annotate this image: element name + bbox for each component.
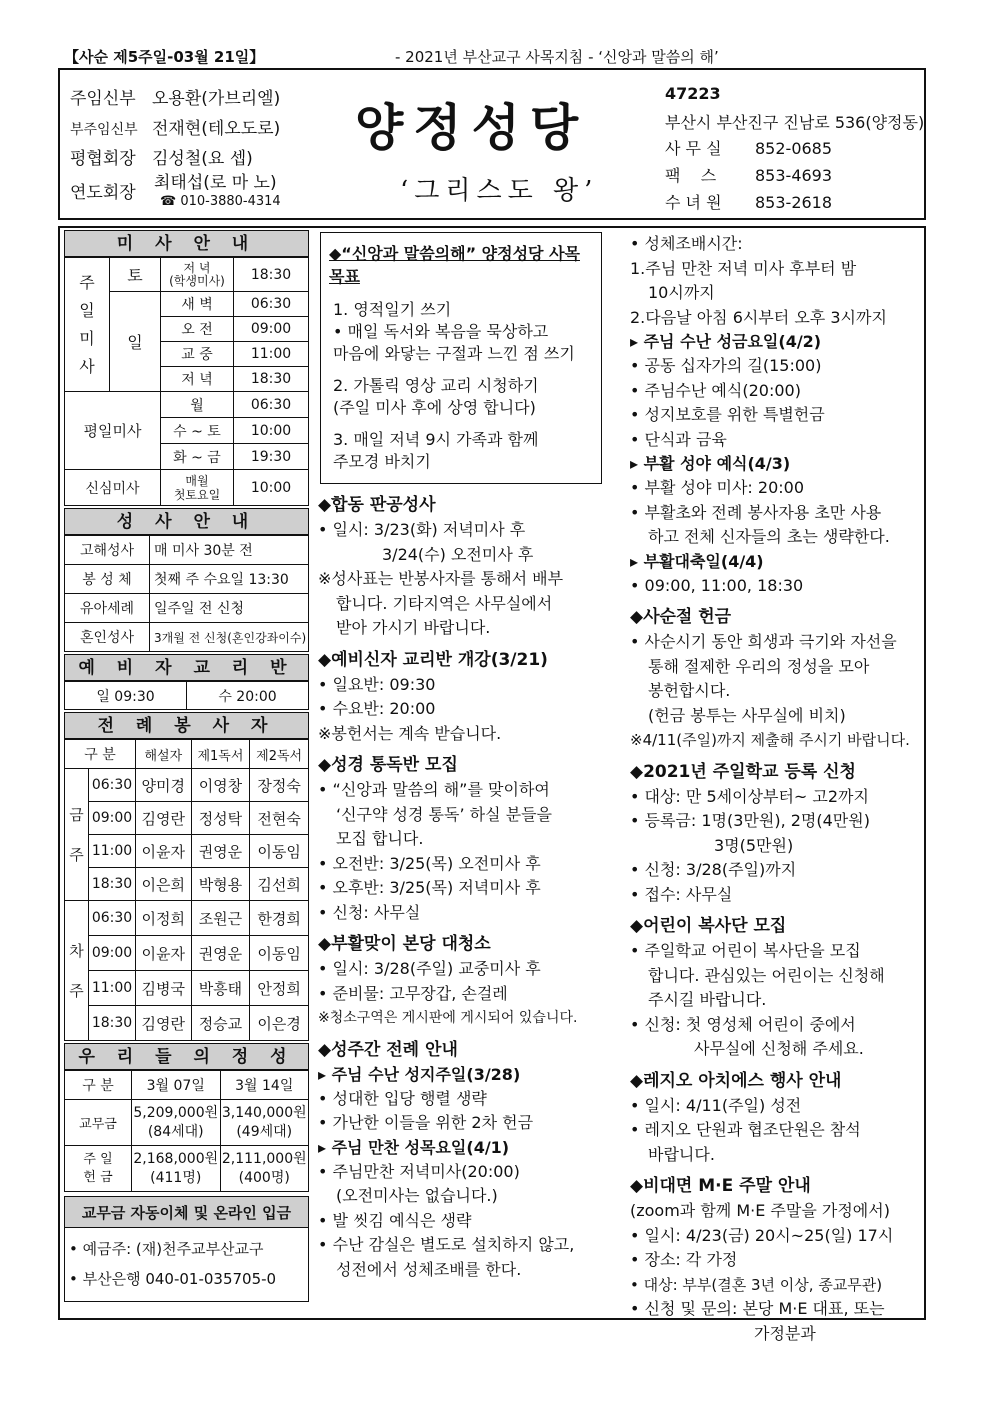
list-item: • 대상: 부부(결혼 3년 이상, 종교무관) — [630, 1275, 883, 1294]
list-item: 봉헌합시다. — [648, 681, 731, 700]
list-item: • 사순시기 동안 희생과 극기와 자선을 — [630, 632, 897, 651]
list-item: • 일요반: 09:30 — [318, 674, 436, 694]
mass-slot: 새 벽 — [161, 292, 234, 317]
staff-row: 연도회장 — [70, 183, 136, 203]
offering-heading: 우 리 들 의 정 성 — [64, 1043, 309, 1070]
parish-title: 양정성당 — [355, 98, 589, 157]
mass-time: 10:00 — [234, 418, 309, 444]
pastoral-goals-box — [320, 232, 602, 484]
mass-time: 19:30 — [234, 444, 309, 470]
list-item: ※청소구역은 게시판에 게시되어 있습니다. — [318, 1010, 578, 1026]
devotion-mass-day: 매월 첫토요일 — [161, 470, 234, 506]
table-cell: 정승교 — [191, 1006, 250, 1041]
table-cell: 06:30 — [89, 901, 136, 936]
header — [58, 68, 926, 220]
section-title: ◆부활맞이 본당 대청소 — [318, 934, 491, 954]
mass-heading: 미 사 안 내 — [64, 230, 309, 257]
issue-label: 【사순 제5주일-03월 21일】 — [64, 48, 265, 66]
list-item: ‘신구약 성경 통독’ 하실 분들을 — [336, 804, 552, 824]
list-item: 2.다음날 아침 6시부터 오후 3시까지 — [630, 307, 887, 327]
subsection-title: ▸ 주님 만찬 성목요일(4/1) — [318, 1137, 510, 1157]
catechumen-heading: 예 비 자 교 리 반 — [64, 654, 309, 681]
sacrament-label: 봉 성 체 — [65, 565, 150, 594]
list-item: • 일시: 3/28(주일) 교중미사 후 — [318, 959, 541, 978]
goal-item: 2. 가톨릭 영상 교리 시청하기 (주일 미사 후에 상영 합니다) — [333, 376, 539, 417]
table-cell: 한경희 — [250, 901, 309, 936]
table-cell: 이윤자 — [136, 936, 192, 971]
table-cell: 06:30 — [89, 769, 136, 802]
table-cell: 김영란 — [136, 802, 192, 835]
phone: ☎ 010-3880-4314 — [160, 194, 281, 209]
catechumen-wednesday: 수 20:00 — [187, 682, 309, 710]
list-item: • 신청 및 문의: 본당 M·E 대표, 또는 — [630, 1299, 885, 1318]
goal-item: 1. 영적일기 쓰기 • 매일 독서와 복음을 묵상하고 마음에 와닿는 구절과 느낀 점 쓰기 — [333, 300, 575, 363]
table-cell: 18:30 — [89, 868, 136, 901]
table-cell: 3,140,000원 (49세대) — [220, 1100, 309, 1146]
list-item: • 수요반: 20:00 — [318, 699, 436, 718]
list-item: 주시길 바랍니다. — [648, 990, 767, 1009]
sacrament-label: 유아세례 — [65, 594, 150, 623]
list-item: 모집 합니다. — [336, 829, 424, 848]
subsection-title: ▸ 부활대축일(4/4) — [630, 551, 764, 571]
contact-row: 사 무 실 852-0685 — [665, 139, 833, 158]
list-item: (zoom과 함께 M·E 주말을 가정에서) — [630, 1201, 890, 1220]
list-item: • 주일학교 어린이 복사단을 모집 — [630, 941, 861, 960]
column-header: 해설자 — [136, 740, 192, 769]
weekday: 화 ~ 금 — [161, 444, 234, 470]
table-cell: 5,209,000원 (84세대) — [132, 1100, 221, 1146]
table-cell: 조원근 — [191, 901, 250, 936]
list-item: • “신앙과 말씀의 해”를 맞이하여 — [318, 780, 550, 799]
list-item: • 오후반: 3/25(목) 저녁미사 후 — [318, 878, 541, 897]
account-holder: • 예금주: (재)천주교부산교구 — [69, 1240, 264, 1258]
list-item: ※봉헌서는 계속 받습니다. — [318, 723, 502, 743]
column-header: 구 분 — [65, 1071, 132, 1100]
table-cell: 이영창 — [191, 769, 250, 802]
weekday: 수 ~ 토 — [161, 418, 234, 444]
list-item: • 오전반: 3/25(목) 오전미사 후 — [318, 853, 541, 873]
table-cell: 18:30 — [89, 1006, 136, 1041]
column-header: 3월 14일 — [220, 1071, 309, 1100]
sacrament-value: 첫째 주 수요일 13:30 — [150, 565, 309, 594]
list-item: • 공동 십자가의 길(15:00) — [630, 356, 822, 375]
middle-column — [318, 232, 618, 1282]
table-cell: 정성탁 — [191, 802, 250, 835]
list-item: 3/24(수) 오전미사 후 — [382, 544, 534, 564]
address: 부산시 부산진구 진남로 536(양정동) — [665, 113, 925, 132]
sacrament-value: 일주일 전 신청 — [150, 594, 309, 623]
mass-time: 06:30 — [234, 392, 309, 418]
right-column — [630, 232, 922, 1346]
list-item: 1.주님 만찬 저녁 미사 후부터 밤 — [630, 258, 857, 278]
list-item: • 성대한 입당 행렬 생략 — [318, 1088, 487, 1108]
list-item: • 장소: 각 가정 — [630, 1250, 738, 1269]
list-item: • 접수: 사무실 — [630, 884, 733, 904]
list-item: • 주님수난 예식(20:00) — [630, 380, 801, 400]
mass-slot: 교 중 — [161, 342, 234, 367]
mass-time: 18:30 — [234, 367, 309, 392]
list-item: • 09:00, 11:00, 18:30 — [630, 575, 804, 595]
list-item: 가정분과 — [754, 1323, 816, 1343]
list-item: • 성체조배시간: — [630, 234, 743, 253]
list-item: • 부활초와 전례 봉사자용 초만 사용 — [630, 502, 882, 522]
list-item: • 발 씻김 예식은 생략 — [318, 1210, 472, 1230]
saturday-label: 토 — [110, 258, 161, 292]
column-header: 제2독서 — [250, 740, 309, 769]
table-cell: 권영운 — [191, 936, 250, 971]
section-title: ◆예비신자 교리반 개강(3/21) — [318, 649, 548, 670]
parish-subtitle: ‘그리스도 왕’ — [400, 176, 599, 206]
mass-time: 06:30 — [234, 292, 309, 317]
sacrament-label: 혼인성사 — [65, 623, 150, 652]
list-item: • 신청: 첫 영성체 어린이 중에서 — [630, 1014, 856, 1034]
table-cell: 2,111,000원 (400명) — [220, 1146, 309, 1192]
sat-mass-label: 저 녁 (학생미사) — [161, 258, 234, 292]
contact-row: 팩 스 853-4693 — [665, 166, 833, 185]
table-cell: 이동임 — [250, 936, 309, 971]
list-item: 3명(5만원) — [714, 835, 794, 855]
postcode: 47223 — [665, 84, 721, 103]
list-item: • 레지오 단원과 협조단원은 참석 — [630, 1120, 861, 1139]
list-item: 합니다. 기타지역은 사무실에서 — [336, 593, 553, 613]
table-cell: 권영운 — [191, 835, 250, 868]
list-item: • 가난한 이들을 위한 2차 헌금 — [318, 1113, 534, 1132]
staff-row: 주임신부 오용환(가브리엘) — [70, 89, 281, 109]
column-header: 제1독서 — [191, 740, 250, 769]
table-cell: 김선희 — [250, 868, 309, 901]
auto-transfer-heading: 교무금 자동이체 및 온라인 입금 — [64, 1196, 309, 1228]
list-item: 10시까지 — [648, 283, 715, 302]
table-cell: 이동임 — [250, 835, 309, 868]
list-item: (헌금 봉투는 사무실에 비치) — [648, 705, 846, 725]
sacrament-table — [64, 535, 309, 652]
account-box — [64, 1228, 309, 1302]
list-item: • 일시: 3/23(화) 저녁미사 후 — [318, 520, 526, 539]
sat-mass-time: 18:30 — [234, 258, 309, 292]
section-title: ◆사순절 헌금 — [630, 607, 732, 627]
list-item: ※성사표는 반봉사자를 통해서 배부 — [318, 569, 564, 588]
list-item: • 수난 감실은 별도로 설치하지 않고, — [318, 1235, 575, 1254]
mass-time: 09:00 — [234, 317, 309, 342]
offering-label: 교무금 — [65, 1100, 132, 1146]
list-item: 받아 가시기 바랍니다. — [336, 618, 491, 637]
section-title: ◆성경 통독반 모집 — [318, 755, 458, 775]
servers-heading: 전 례 봉 사 자 — [64, 712, 309, 739]
section-title: ◆비대면 M·E 주말 안내 — [630, 1176, 811, 1196]
table-cell: 양미경 — [136, 769, 192, 802]
staff-row: 부주임신부 전재현(테오도로) — [70, 119, 281, 139]
sacrament-label: 고해성사 — [65, 536, 150, 565]
weekday: 월 — [161, 392, 234, 418]
this-week-label: 금 주 — [65, 769, 89, 901]
list-item: • 신청: 사무실 — [318, 902, 421, 922]
list-item: • 일시: 4/11(주일) 성전 — [630, 1095, 802, 1115]
mass-time: 10:00 — [234, 470, 309, 506]
list-item: • 등록금: 1명(3만원), 2명(4만원) — [630, 811, 870, 830]
list-item: • 일시: 4/23(금) 20시~25(일) 17시 — [630, 1225, 894, 1245]
section-title: ◆성주간 전례 안내 — [318, 1039, 458, 1060]
section-title: ◆어린이 복사단 모집 — [630, 916, 787, 936]
table-cell: 2,168,000원 (411명) — [132, 1146, 221, 1192]
section-title: ◆2021년 주일학교 등록 신청 — [630, 761, 856, 782]
list-item: ※4/11(주일)까지 제출해 주시기 바랍니다. — [630, 731, 910, 749]
staff-name: 최태섭(로 마 노) — [154, 173, 277, 193]
mass-slot: 오 전 — [161, 317, 234, 342]
sacrament-heading: 성 사 안 내 — [64, 508, 309, 535]
table-cell: 안정희 — [250, 971, 309, 1006]
goal-item: 3. 매일 저녁 9시 가족과 함께 주모경 바치기 — [333, 430, 539, 471]
mass-table — [64, 257, 309, 506]
section-title: ◆합동 판공성사 — [318, 495, 436, 515]
table-cell: 11:00 — [89, 971, 136, 1006]
list-item: (오전미사는 없습니다.) — [336, 1186, 498, 1205]
table-cell: 09:00 — [89, 802, 136, 835]
sacrament-value: 매 미사 30분 전 — [150, 536, 309, 565]
catechumen-sunday: 일 09:30 — [65, 682, 187, 710]
list-item: • 단식과 금육 — [630, 429, 727, 449]
table-cell: 이윤자 — [136, 835, 192, 868]
mass-time: 11:00 — [234, 342, 309, 367]
catechumen-table — [64, 681, 309, 710]
list-item: 하고 전체 신자들의 초는 생략한다. — [648, 527, 890, 546]
contact-row: 수 녀 원 853-2618 — [665, 193, 833, 212]
weekday-mass-label: 평일미사 — [65, 392, 161, 470]
list-item: 합니다. 관심있는 어린이는 신청해 — [648, 965, 885, 985]
table-cell: 전현숙 — [250, 802, 309, 835]
table-cell: 이정희 — [136, 901, 192, 936]
column-header: 3월 07일 — [132, 1071, 221, 1100]
goals-title: ◆“신앙과 말씀의해” 양정성당 사목 목표 — [329, 244, 580, 286]
list-item: 사무실에 신청해 주세요. — [694, 1039, 864, 1058]
left-column — [64, 230, 309, 1302]
table-cell: 김영란 — [136, 1006, 192, 1041]
list-item: • 신청: 3/28(주일)까지 — [630, 860, 797, 879]
list-item: 통해 절제한 우리의 정성을 모아 — [648, 656, 870, 676]
pastoral-theme: - 2021년 부산교구 사목지침 - ‘신앙과 말씀의 해’ — [395, 48, 719, 66]
account-number: • 부산은행 040-01-035705-0 — [69, 1270, 277, 1288]
list-item: 바랍니다. — [648, 1144, 715, 1164]
list-item: • 부활 성야 미사: 20:00 — [630, 478, 805, 497]
mass-slot: 저 녁 — [161, 367, 234, 392]
list-item: • 성지보호를 위한 특별헌금 — [630, 405, 825, 424]
list-item: • 주님만찬 저녁미사(20:00) — [318, 1161, 520, 1181]
table-cell: 박형용 — [191, 868, 250, 901]
table-cell: 09:00 — [89, 936, 136, 971]
sunday-label: 일 — [110, 292, 161, 392]
sacrament-value: 3개월 전 신청(혼인강좌이수) — [150, 623, 309, 652]
staff-row: 평협회장 김성철(요 셉) — [70, 149, 253, 169]
sunday-mass-label: 주 일 미 사 — [65, 258, 110, 392]
next-week-label: 차 주 — [65, 901, 89, 1041]
table-cell: 11:00 — [89, 835, 136, 868]
list-item: • 준비물: 고무장갑, 손걸레 — [318, 983, 508, 1003]
table-cell: 박흥태 — [191, 971, 250, 1006]
offering-table — [64, 1070, 309, 1192]
devotion-mass-label: 신심미사 — [65, 470, 161, 506]
list-item: 성전에서 성체조배를 한다. — [336, 1259, 522, 1279]
subsection-title: ▸ 부활 성야 예식(4/3) — [630, 454, 791, 473]
servers-table — [64, 739, 309, 1041]
offering-label: 주 일 헌 금 — [65, 1146, 132, 1192]
list-item: • 대상: 만 5세이상부터~ 고2까지 — [630, 786, 869, 806]
table-cell: 이은희 — [136, 868, 192, 901]
column-header: 구 분 — [65, 740, 136, 769]
subsection-title: ▸ 주님 수난 성지주일(3/28) — [318, 1064, 521, 1084]
subsection-title: ▸ 주님 수난 성금요일(4/2) — [630, 332, 822, 351]
section-title: ◆레지오 아치에스 행사 안내 — [630, 1070, 842, 1091]
table-cell: 이은경 — [250, 1006, 309, 1041]
table-cell: 김병국 — [136, 971, 192, 1006]
table-cell: 장정숙 — [250, 769, 309, 802]
